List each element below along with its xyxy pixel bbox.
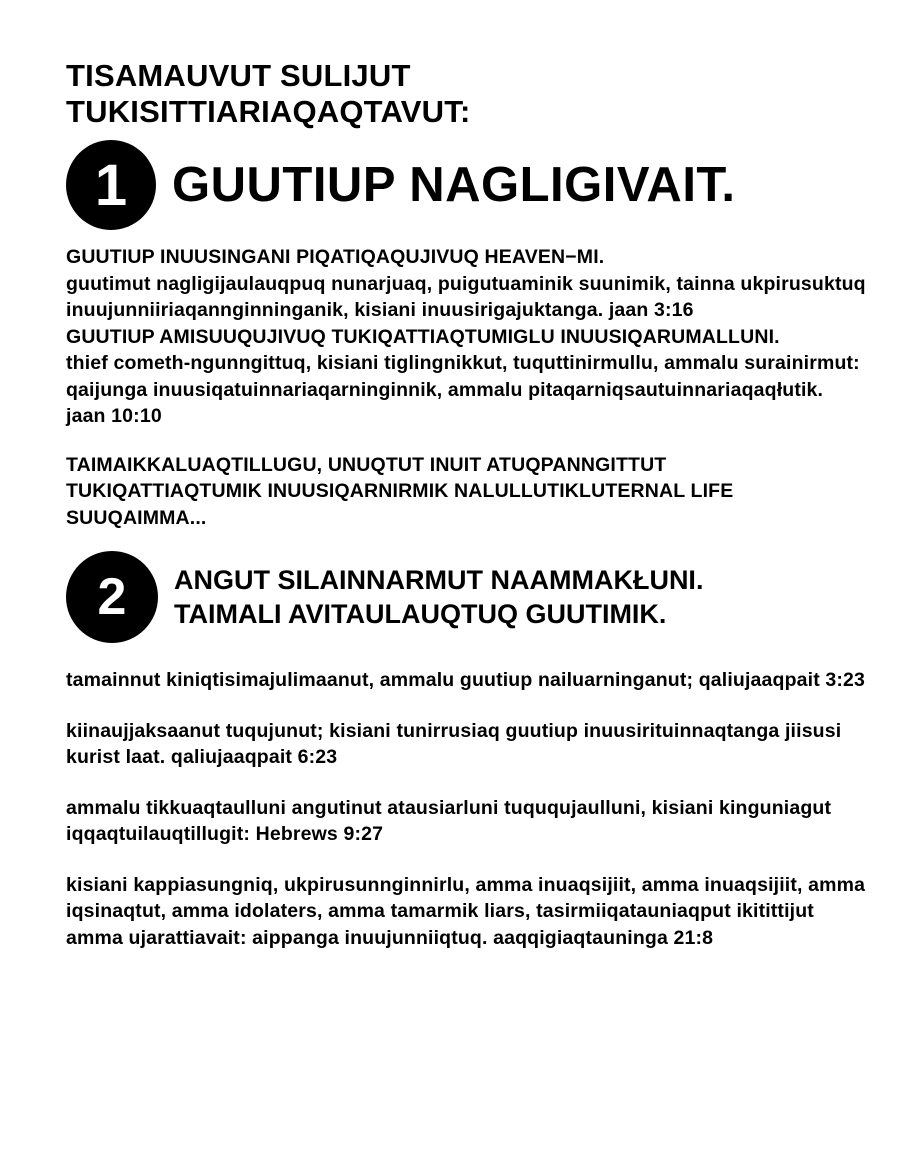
tract-page	[66, 58, 866, 951]
step-1-paragraph: guutimut nagligijaulauqpuq nunarjuaq, puigutuaminik suunimik, tainna ukpirusuktuq inuujunniiriaqannginninganik, kisiani inuusirigajuktanga. jaan 3:16	[66, 272, 866, 321]
step-2-paragraph: kisiani kappiasungniq, ukpirusunnginnirlu, amma inuaqsijiit, amma inuaqsijiit, amma iqsinaqtut, amma idolaters, amma tamarmik liars, tasirmiiqatauniaqput ikitittijut amma ujarattiavait: aippanga inuujunniiqtuq. aaqqigiaqtauninga 21:8	[66, 873, 866, 949]
step-1-paragraph: thief cometh-ngunngittuq, kisiani tiglingnikkut, tuquttinirmullu, ammalu surainirmut: qaijunga inuusiqatuinnariaqarninginnik, ammalu pitaqarniqsautuinnariaqaqłutik. jaan 10:10	[66, 352, 860, 427]
step-2-paragraph: tamainnut kiniqtisimajulimaanut, ammalu guutiup nailuarninganut; qaliujaaqpait 3:23	[66, 669, 866, 691]
step-1-closing: TAIMAIKKALUAQTILLUGU, UNUQTUT INUIT ATUQPANNGITTUT TUKIQATTIAQTUMIK INUUSIQARNIRMIK NALULLUTIKLUTERNAL LIFE SUUQAIMMA...	[66, 453, 734, 529]
step-1-paragraph: GUUTIUP AMISUUQUJIVUQ TUKIQATTIAQTUMIGLU INUUSIQARUMALLUNI.	[66, 325, 780, 348]
step-1-header	[66, 140, 866, 230]
step-1-body	[66, 244, 866, 430]
step-2-heading	[174, 563, 703, 631]
step-2-paragraph: kiinaujjaksaanut tuqujunut; kisiani tunirrusiaq guutiup inuusirituinnaqtanga jiisusi kurist laat. qaliujaaqpait 6:23	[66, 719, 842, 768]
step-2-header	[66, 551, 866, 643]
step-2-number-badge: 2	[66, 551, 158, 643]
page-title-line-1: TISAMAUVUT SULIJUT	[66, 58, 411, 93]
step-1-paragraph: GUUTIUP INUUSINGANI PIQATIQAQUJIVUQ HEAVEN−MI.	[66, 246, 605, 268]
step-1-number-badge: 1	[66, 140, 156, 230]
page-title-line-2: TUKISITTIARIAQAQTAVUT:	[66, 94, 471, 129]
page-title	[66, 58, 866, 130]
step-2-paragraph: ammalu tikkuaqtaulluni angutinut atausiarluni tuququjaulluni, kisiani kinguniagut iqqaqtuilauqtillugit: Hebrews 9:27	[66, 796, 832, 845]
step-2-heading-line-1: ANGUT SILAINNARMUT NAAMMAKŁUNI.	[174, 565, 704, 595]
step-1-heading: GUUTIUP NAGLIGIVAIT.	[172, 158, 736, 212]
step-2-body	[66, 667, 866, 951]
step-2-heading-line-2: TAIMALI AVITAULAUQTUQ GUUTIMIK.	[174, 599, 667, 629]
